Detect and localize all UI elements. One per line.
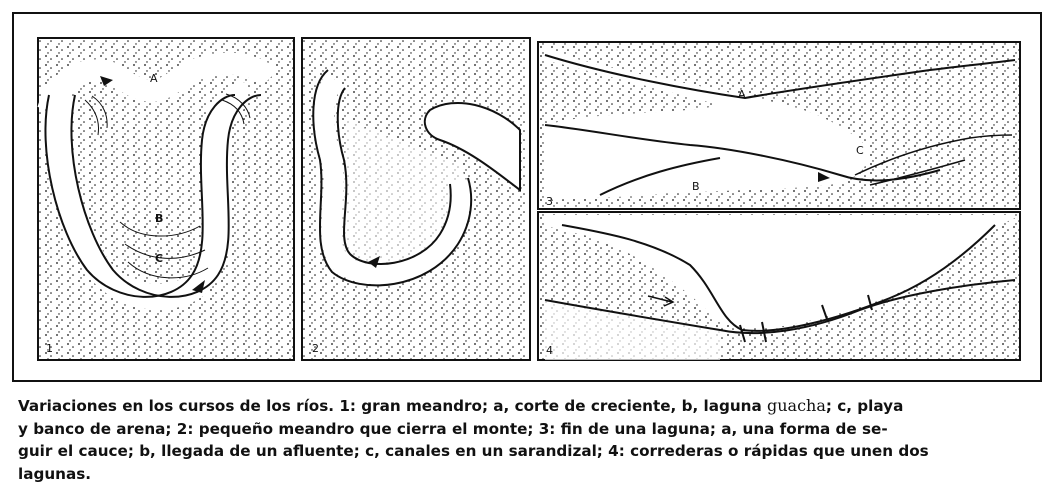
panel-3-label-a: A xyxy=(738,88,746,101)
panel-1-label-b: B xyxy=(155,212,164,225)
panel-1 xyxy=(38,38,294,360)
caption-line-3: guir el cauce; b, llegada de un afluente; c, canales en un sarandizal; 4: correderas o rápidas que unen dos xyxy=(18,442,929,460)
panel-4-number: 4 xyxy=(546,344,553,357)
panel-3-label-c: C xyxy=(856,144,864,157)
panel-3-label-b: B xyxy=(692,180,700,193)
figure-caption xyxy=(18,395,1028,485)
panel-3 xyxy=(538,42,1020,209)
panel-1-label-c: C xyxy=(155,252,164,265)
panel-1-number: 1 xyxy=(46,342,53,355)
panel-2-number: 2 xyxy=(312,342,319,355)
panel-4 xyxy=(538,212,1020,360)
caption-line-2: y banco de arena; 2: pequeño meandro que cierra el monte; 3: fin de una laguna; a, una forma de se- xyxy=(18,419,888,438)
panel-3-number: 3 xyxy=(546,195,553,208)
caption-line-1-start: Variaciones en los cursos de los ríos. 1: gran meandro; a, corte de creciente, b, laguna xyxy=(18,397,767,415)
caption-line-1-end: ; c, playa xyxy=(825,397,904,415)
caption-line-1 xyxy=(18,395,1028,418)
caption-line-4: lagunas. xyxy=(18,464,92,483)
panel-1-label-a: A xyxy=(150,72,158,85)
caption-guacha: guacha xyxy=(767,396,826,415)
panel-2 xyxy=(302,38,530,360)
